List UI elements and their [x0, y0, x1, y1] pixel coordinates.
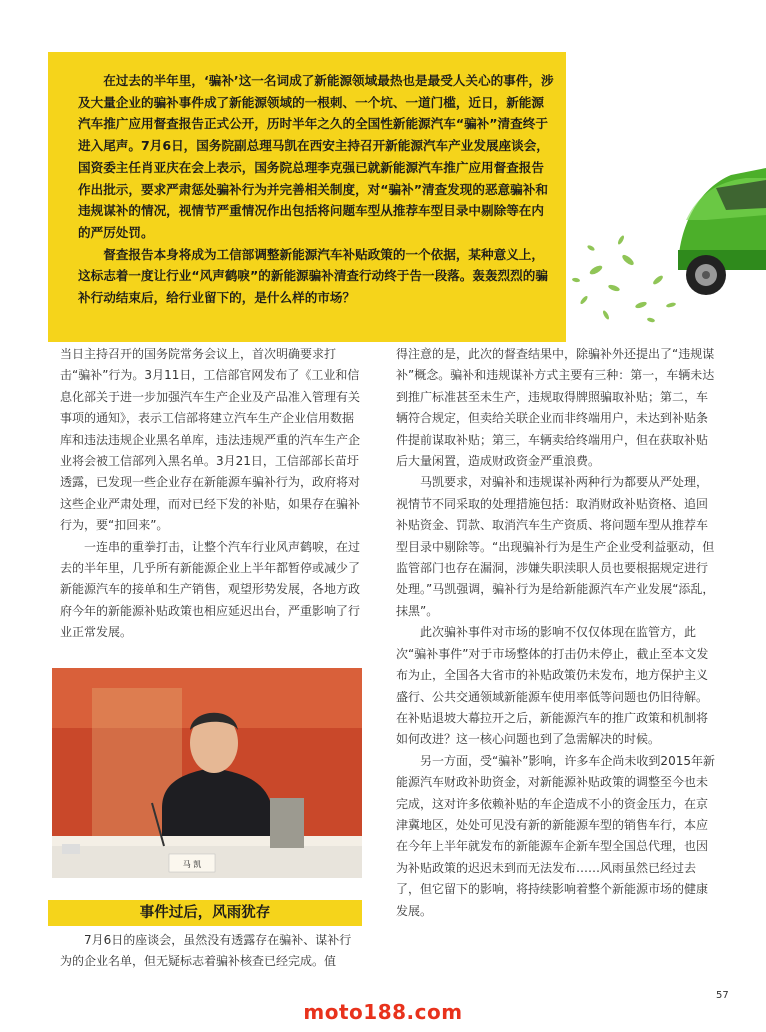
right-paragraph-4: 另一方面，受“骗补”影响，许多车企尚未收到2015年新能源汽车财政补助资金，对新能源补贴政策的调整至今也未完成，这对许多依赖补贴的车企造成不小的资金压力，在京津冀地区，处处可见没有新的新能源车型的销售车行，本应在今年上半年就发布的新能源车企新车型全国总代理，也因为补贴政策的迟迟未到而无法发布……风雨虽然已经过去了，但它留下的影响，将持续影响着整个新能源市场的健康发展。: [396, 753, 715, 918]
intro-box: [48, 52, 566, 342]
left-column-top: [60, 344, 360, 644]
left-paragraph-1: 当日主持召开的国务院常务会议上，首次明确要求打击“骗补”行为。3月11日，工信部官网发布了《工业和信息化部关于进一步加强汽车生产企业及产品准入管理有关事项的通知》，表示工信部将建立汽车生产企业信用数据库和违法违规企业黑名单库，违法违规严重的汽车生产企业将会被工信部列入黑名单。3月21日，工信部部长苗圩透露，已发现一些企业存在新能源车骗补行为，政府将对这些企业严肃处理，而对已经下发的补贴，如果存在骗补行为，要“扣回来”。: [60, 347, 361, 533]
footer-site[interactable]: moto188.com: [303, 1000, 463, 1024]
left-column-bottom: [60, 930, 360, 973]
intro-paragraph-1: 在过去的半年里，‘骗补’这一名词成了新能源领域最热也是最受人关心的事件，涉及大量企业的骗补事件成了新能源领域的一根刺、一个坑、一道门槛，近日，新能源汽车推广应用督查报告正式公开，历时半年之久的全国性新能源汽车“骗补”清查终于进入尾声。7月6日，国务院副总理马凯在西安主持召开新能源汽车产业发展座谈会，国资委主任肖亚庆在会上表示，国务院总理李克强已就新能源汽车推广应用督查报告作出批示，要求严肃惩处骗补行为并完善相关制度，对“骗补”清查发现的恶意骗补和违规谋补的情况，视情节严重情况作出包括将问题车型从推荐车型目录中剔除等在内的严厉处罚。: [78, 73, 554, 240]
right-paragraph-3: 此次骗补事件对市场的影响不仅仅体现在监管方，此次“骗补事件”对于市场整体的打击仍未停止，截止至本文发布为止，全国各大省市的补贴政策仍未发布，地方保护主义盛行、公共交通领域新能源车使用率低等问题也仍旧待解。在补贴退坡大幕拉开之后，新能源汽车的推广政策和机制将如何改进？这一核心问题也到了急需解决的时候。: [396, 625, 709, 747]
section-heading: [48, 900, 362, 926]
page-number: 57: [716, 990, 729, 1001]
left-paragraph-2: 一连串的重拳打击，让整个汽车行业风声鹤唳，在过去的半年里，几乎所有新能源企业上半年都暂停或减少了新能源汽车的接单和生产销售，观望形势发展，各地方政府今年的新能源补贴政策也相应延迟出台，严重影响了行业正常发展。: [60, 539, 361, 640]
intro-text: [78, 70, 556, 309]
intro-paragraph-2: 督查报告本身将成为工信部调整新能源汽车补贴政策的一个依据，某种意义上，这标志着一度让行业“风声鹤唳”的新能源骗补清查行动终于告一段落。轰轰烈烈的骗补行动结束后，给行业留下的，是什么样的市场？: [78, 246, 548, 306]
leaf-icon: [572, 235, 677, 323]
nameplate-text: 马 凯: [182, 860, 202, 869]
conference-photo: [52, 668, 362, 878]
section-heading-text: 事件过后，风雨犹存: [139, 905, 271, 921]
right-paragraph-2: 马凯要求，对骗补和违规谋补两种行为都要从严处理，视情节不同采取的处理措施包括：取消财政补贴资格、追回补贴资金、罚款、取消汽车生产资质、将问题车型从推荐车型目录中剔除等。“出现骗补行为是生产企业受利益驱动，但监管部门也存在漏洞，涉嫌失职渎职人员也要根据规定进行处理。”马凯强调，骗补行为是给新能源汽车产业发展“添乱，抹黑”。: [396, 475, 715, 618]
right-paragraph-1: 得注意的是，此次的督查结果中，除骗补外还提出了“违规谋补”概念。骗补和违规谋补方式主要有三种：第一，车辆未达到推广标准甚至未生产，违规取得牌照骗取补贴；第二，车辆符合规定，但卖给关联企业而非终端用户，未达到补贴条件提前谋取补贴；第三，车辆卖给终端用户，但在获取补贴后大量闲置，造成财政资金严重浪费。: [396, 347, 715, 469]
green-car-icon: [566, 120, 766, 330]
right-column: [396, 344, 716, 922]
left-paragraph-3: 7月6日的座谈会，虽然没有透露存在骗补、谋补行为的企业名单，但无疑标志着骗补核查已经完成。值: [60, 933, 352, 969]
